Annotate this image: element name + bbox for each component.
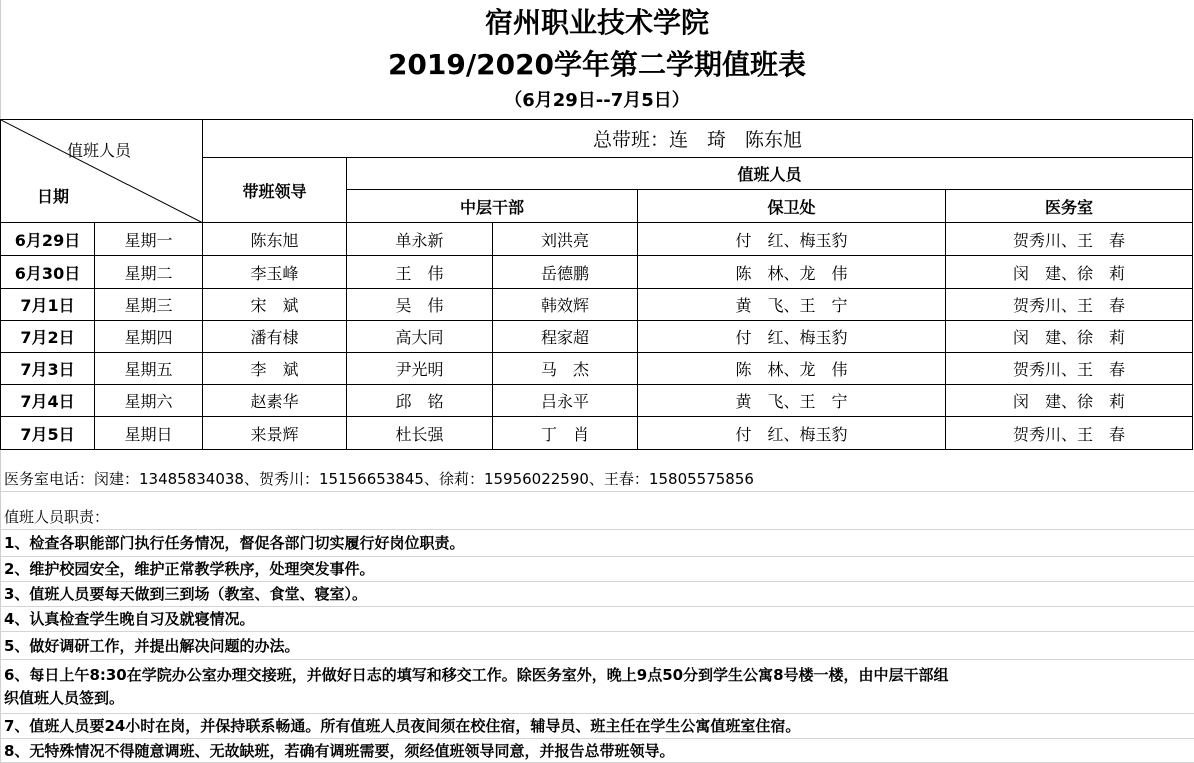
- leader-cell: 李 斌: [203, 353, 347, 385]
- mid-cell-2: 岳德鹏: [493, 256, 638, 289]
- mid-cell-1: 尹光明: [347, 353, 493, 385]
- medical-phone-line: 医务室电话：闵建：13485834038、贺秀川：15156653845、徐莉：15956022590、王春：15805575856: [0, 466, 1194, 492]
- school-title: 宿州职业技术学院: [484, 6, 709, 39]
- medical-cell: 闵 建、徐 莉: [946, 321, 1193, 353]
- date-cell: 7月1日: [1, 289, 95, 321]
- general-duty-cell: 总带班：连 琦 陈东旭: [203, 120, 1193, 158]
- duty-table: [0, 119, 1193, 450]
- leader-cell: 陈东旭: [203, 223, 347, 256]
- leader-cell: 潘有棣: [203, 321, 347, 353]
- duty-item: 7、值班人员要24小时在岗，并保持联系畅通。所有值班人员夜间须在校住宿，辅导员、班主任在学生公寓值班室住宿。: [0, 714, 1194, 739]
- security-cell: 付 红、梅玉豹: [638, 223, 946, 256]
- security-cell: 陈 林、龙 伟: [638, 256, 946, 289]
- medical-cell: 贺秀川、王 春: [946, 417, 1193, 450]
- date-cell: 7月5日: [1, 417, 95, 450]
- medical-cell: 贺秀川、王 春: [946, 223, 1193, 256]
- weekday-cell: 星期二: [95, 256, 203, 289]
- mid-cell-1: 杜长强: [347, 417, 493, 450]
- mid-cell-2: 刘洪亮: [493, 223, 638, 256]
- mid-cell-2: 马 杰: [493, 353, 638, 385]
- mid-cell-1: 高大同: [347, 321, 493, 353]
- table-row: [1, 417, 1193, 450]
- security-header: 保卫处: [638, 190, 946, 223]
- duty-item-continued: 织值班人员签到。: [0, 686, 1194, 714]
- duty-item: 5、做好调研工作，并提出解决问题的办法。: [0, 632, 1194, 660]
- table-row: [1, 256, 1193, 289]
- date-cell: 6月30日: [1, 256, 95, 289]
- table-row: [1, 223, 1193, 256]
- security-cell: 付 红、梅玉豹: [638, 321, 946, 353]
- mid-cell-1: 单永新: [347, 223, 493, 256]
- weekday-cell: 星期一: [95, 223, 203, 256]
- weekday-cell: 星期五: [95, 353, 203, 385]
- date-range: （6月29日--7月5日）: [504, 90, 690, 111]
- diag-staff-label: 值班人员: [67, 141, 132, 160]
- weekday-cell: 星期三: [95, 289, 203, 321]
- mid-cell-2: 丁 肖: [493, 417, 638, 450]
- security-cell: 黄 飞、王 宁: [638, 385, 946, 417]
- mid-cell-1: 邱 铭: [347, 385, 493, 417]
- mid-cell-1: 吴 伟: [347, 289, 493, 321]
- table-row: [1, 321, 1193, 353]
- duty-item: 3、值班人员要每天做到三到场（教室、食堂、寝室）。: [0, 582, 1194, 607]
- medical-cell: 贺秀川、王 春: [946, 289, 1193, 321]
- diagonal-line: [1, 120, 203, 223]
- date-cell: 7月3日: [1, 353, 95, 385]
- medical-header: 医务室: [946, 190, 1193, 223]
- security-cell: 陈 林、龙 伟: [638, 353, 946, 385]
- mid-cell-2: 韩效辉: [493, 289, 638, 321]
- medical-cell: 贺秀川、王 春: [946, 353, 1193, 385]
- leader-cell: 李玉峰: [203, 256, 347, 289]
- weekday-cell: 星期四: [95, 321, 203, 353]
- duty-item: 8、无特殊情况不得随意调班、无故缺班，若确有调班需要，须经值班领导同意，并报告总带班领导。: [0, 739, 1194, 763]
- mid-level-header: 中层干部: [347, 190, 638, 223]
- leader-header: 带班领导: [203, 158, 347, 223]
- medical-cell: 闵 建、徐 莉: [946, 385, 1193, 417]
- duty-item: 4、认真检查学生晚自习及就寝情况。: [0, 607, 1194, 632]
- leader-cell: 宋 斌: [203, 289, 347, 321]
- table-row: [1, 353, 1193, 385]
- table-row: [1, 289, 1193, 321]
- duty-item: 1、检查各职能部门执行任务情况，督促各部门切实履行好岗位职责。: [0, 530, 1194, 557]
- leader-cell: 赵素华: [203, 385, 347, 417]
- duty-item: 6、每日上午8:30在学院办公室办理交接班，并做好日志的填写和移交工作。除医务室外，晚上9点50分到学生公寓8号楼一楼，由中层干部组: [4, 666, 949, 684]
- weekday-cell: 星期六: [95, 385, 203, 417]
- diag-date-label: 日期: [37, 187, 70, 206]
- staff-header: 值班人员: [347, 158, 1193, 190]
- security-cell: 付 红、梅玉豹: [638, 417, 946, 450]
- mid-cell-2: 程家超: [493, 321, 638, 353]
- mid-cell-2: 吕永平: [493, 385, 638, 417]
- diagonal-header-cell: [1, 120, 203, 223]
- date-cell: 7月4日: [1, 385, 95, 417]
- medical-cell: 闵 建、徐 莉: [946, 256, 1193, 289]
- date-cell: 6月29日: [1, 223, 95, 256]
- table-row: [1, 385, 1193, 417]
- weekday-cell: 星期日: [95, 417, 203, 450]
- schedule-title: 2019/2020学年第二学期值班表: [387, 48, 807, 81]
- date-cell: 7月2日: [1, 321, 95, 353]
- mid-cell-1: 王 伟: [347, 256, 493, 289]
- duties-title: 值班人员职责：: [0, 505, 1194, 530]
- security-cell: 黄 飞、王 宁: [638, 289, 946, 321]
- duty-item: 2、维护校园安全，维护正常教学秩序，处理突发事件。: [0, 557, 1194, 582]
- leader-cell: 来景辉: [203, 417, 347, 450]
